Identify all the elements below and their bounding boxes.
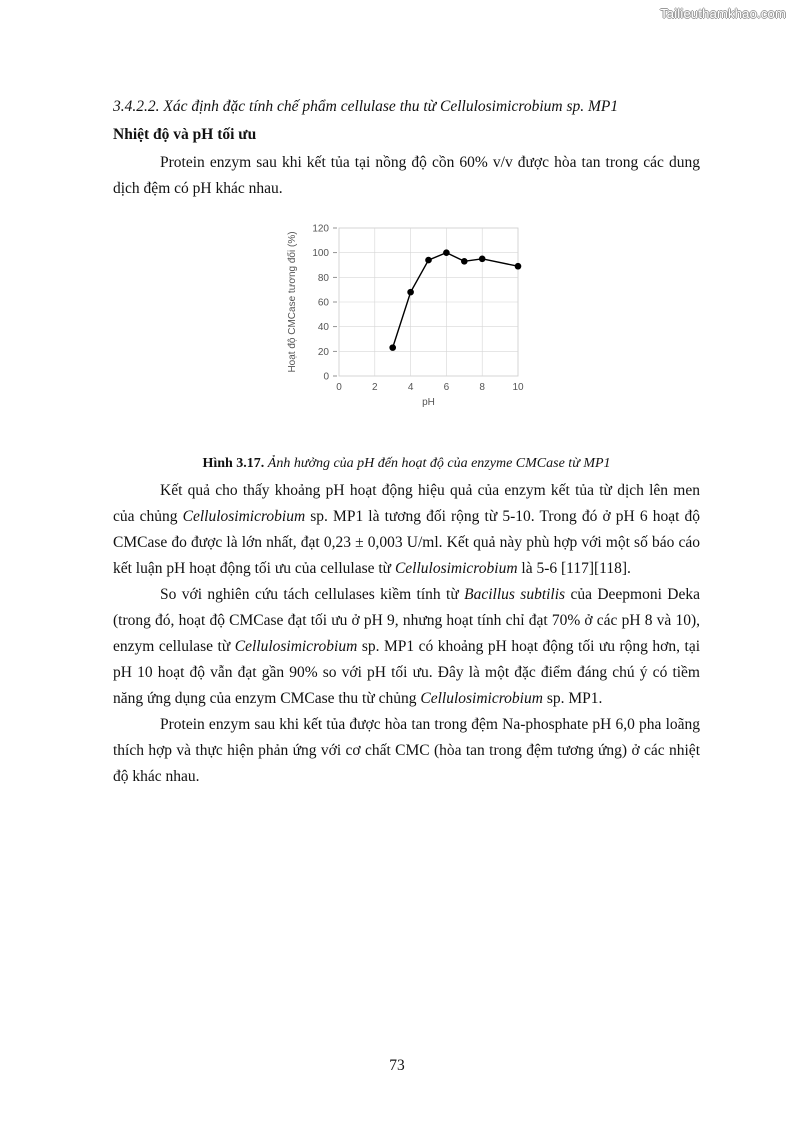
data-point: [515, 263, 522, 270]
y-tick-label: 0: [323, 371, 329, 383]
paragraph-4: Protein enzym sau khi kết tủa được hòa tan trong đệm Na-phosphate pH 6,0 pha loãng thích hợp và thực hiện phản ứng với cơ chất CMC (hòa tan trong đệm tương ứng) ở các nhiệt độ khác nhau.: [113, 716, 700, 785]
y-tick-label: 120: [312, 223, 329, 235]
subheading: Nhiệt độ và pH tối ưu: [113, 126, 257, 143]
x-tick-label: 10: [512, 382, 524, 393]
data-point: [389, 344, 396, 351]
x-tick-label: 4: [407, 382, 414, 393]
text-run: Kết quả cho thấy khoảng pH hoạt động hiệu quả của enzym kết tủa từ dịch lên men của chủng: [113, 482, 700, 525]
y-tick-label: 100: [312, 248, 329, 260]
x-tick-label: 8: [479, 382, 485, 393]
italic-term: Cellulosimicrobium: [420, 690, 543, 707]
y-tick-label: 20: [317, 346, 329, 358]
figure-caption: [113, 454, 700, 474]
data-point: [461, 258, 468, 265]
data-point: [425, 257, 432, 264]
y-tick-label: 60: [317, 297, 329, 309]
series-line: [393, 253, 518, 348]
text-run: sp. MP1.: [542, 690, 603, 707]
text-run: So với nghiên cứu tách cellulases kiềm tính từ: [160, 586, 465, 603]
x-tick-label: 2: [372, 382, 378, 393]
data-point: [479, 256, 486, 263]
y-tick-label: 40: [317, 322, 329, 334]
italic-term: Cellulosimicrobium: [394, 560, 518, 577]
page-number: 73: [389, 1057, 405, 1074]
y-tick-label: 80: [317, 272, 329, 284]
data-point: [443, 249, 450, 256]
x-axis-label: pH: [422, 397, 435, 408]
caption-label: Hình 3.17.: [202, 456, 265, 471]
paragraph-3: [113, 582, 700, 712]
chart-axes: [312, 224, 524, 394]
x-tick-label: 0: [336, 382, 342, 393]
text-run: sp. MP1 là tương đối rộng từ 5-10. Trong đó ở pH 6 hoạt độ CMCase đo được là lớn nhất, đạt 0,23 ± 0,003 U/ml. Kết quả này phù hợp với một số báo cáo kết luận pH hoạt động tối ưu của cellulase từ: [113, 508, 700, 577]
italic-term: Cellulosimicrobium: [234, 638, 358, 655]
text-run: là 5-6 [117][118].: [517, 560, 631, 577]
figure-ph-chart: [113, 214, 700, 450]
x-tick-label: 6: [443, 382, 450, 393]
watermark: Tailieuthamkhao.com: [660, 6, 786, 21]
paragraph-2: [113, 478, 700, 582]
caption-text: Ảnh hưởng của pH đến hoạt độ của enzyme CMCase từ MP1: [267, 456, 611, 471]
italic-term: Cellulosimicrobium: [182, 508, 306, 525]
italic-term: Bacillus subtilis: [464, 586, 566, 603]
text-run: sp. MP1 có khoảng pH hoạt động tối ưu rộng hơn, tại pH 10 hoạt độ vẫn đạt gần 90% so với pH tối ưu. Đây là một đặc điểm đáng chú ý có tiềm năng ứng dụng của enzym CMCase thu từ chủng: [113, 638, 700, 707]
data-point: [407, 289, 414, 296]
chart: [283, 214, 533, 414]
y-axis-label: Hoạt độ CMCase tương đối (%): [287, 231, 298, 373]
page-content: [113, 96, 700, 790]
chart-grid: [339, 228, 518, 376]
chart-series: [389, 249, 521, 351]
text-run: của Deepmoni Deka (trong đó, hoạt độ CMCase đạt tối ưu ở pH 9, nhưng hoạt tính chỉ đạt 70% ở các pH 8 và 10), enzym cellulase từ: [113, 586, 700, 655]
section-heading: 3.4.2.2. Xác định đặc tính chế phẩm cellulase thu từ Cellulosimicrobium sp. MP1: [113, 98, 619, 115]
paragraph-1: Protein enzym sau khi kết tủa tại nồng độ cồn 60% v/v được hòa tan trong các dung dịch đệm có pH khác nhau.: [113, 154, 700, 197]
